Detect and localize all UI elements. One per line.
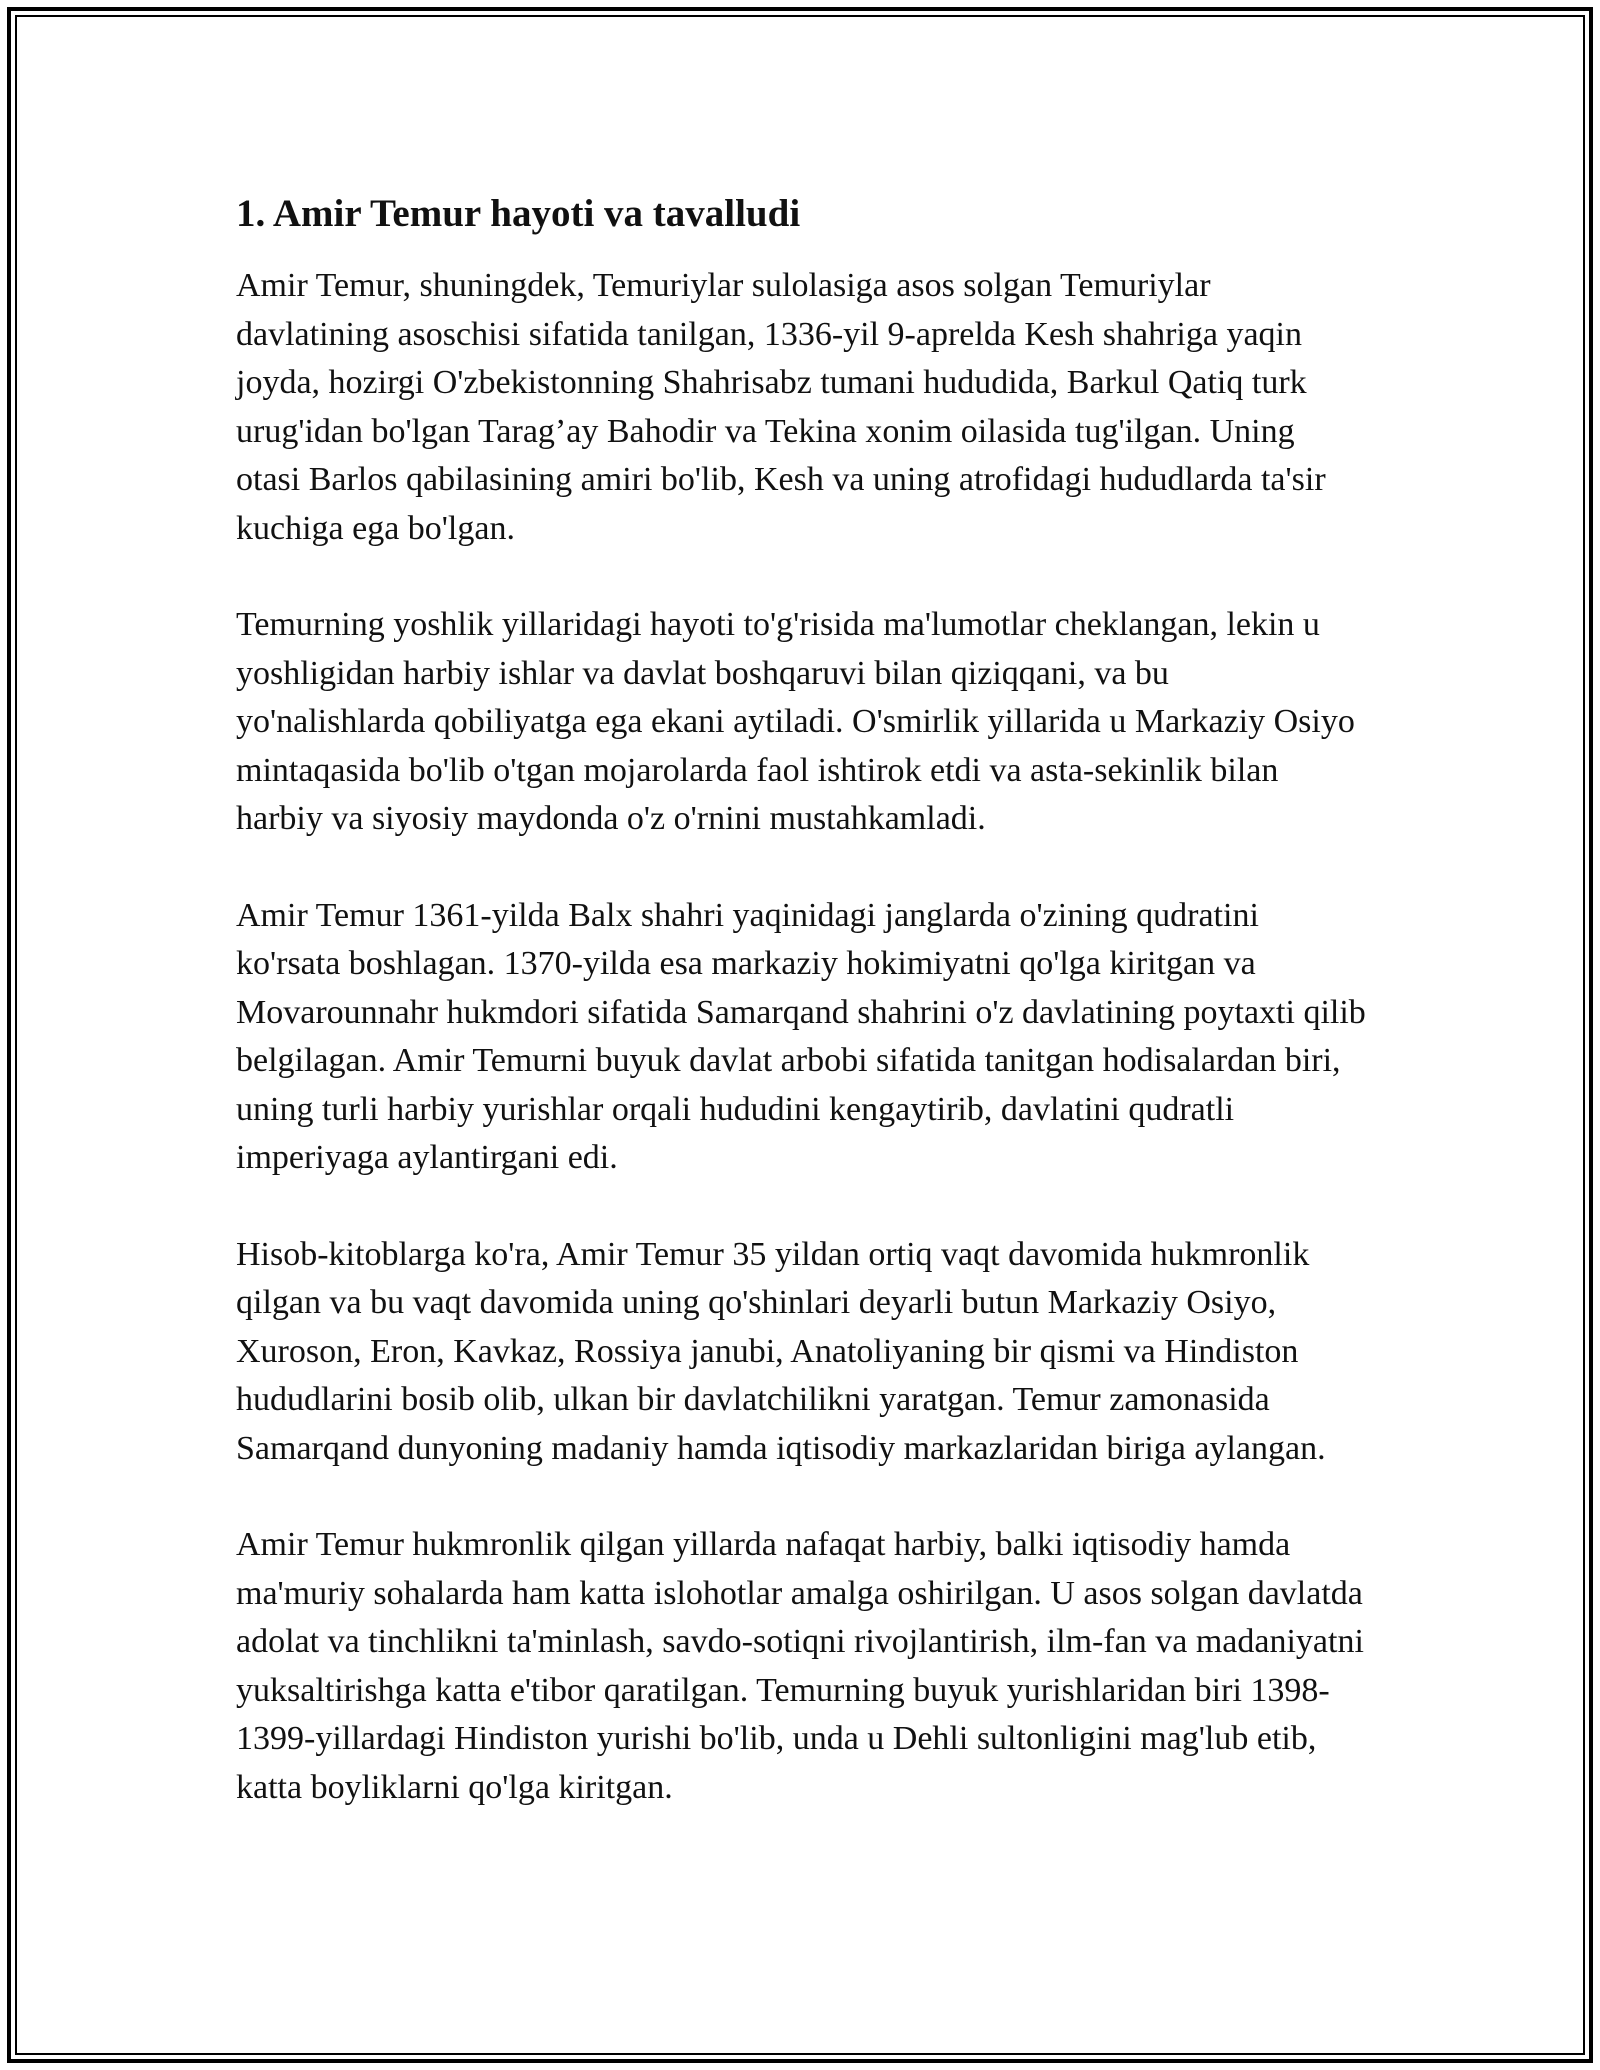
document-body xyxy=(236,186,1366,1860)
paragraph-rise-to-power: Amir Temur 1361-yilda Balx shahri yaqinidagi janglarda o'zining qudratini ko'rsata boshlagan. 1370-yilda esa markaziy hokimiyatni qo'lga kiritgan va Movarounnahr hukmdori sifatida Samarqand shahrini o'z davlatining poytaxti qilib belgilagan. Amir Temurni buyuk davlat arbobi sifatida tanitgan hodisalardan biri, uning turli harbiy yurishlar orqali hududini kengaytirib, davlatini qudratli imperiyaga aylantirgani edi. xyxy=(236,896,1366,1176)
paragraph-youth: Temurning yoshlik yillaridagi hayoti to'g'risida ma'lumotlar cheklangan, lekin u yoshligidan harbiy ishlar va davlat boshqaruvi bilan qiziqqani, va bu yo'nalishlarda qobiliyatga ega ekani aytiladi. O'smirlik yillarida u Markaziy Osiyo mintaqasida bo'lib o'tgan mojarolarda faol ishtirok etdi va asta-sekinlik bilan harbiy va siyosiy maydonda o'z o'rnini mustahkamladi. xyxy=(236,606,1355,837)
paragraph-reforms: Amir Temur hukmronlik qilgan yillarda nafaqat harbiy, balki iqtisodiy hamda ma'muriy sohalarda ham katta islohotlar amalga oshirilgan. U asos solgan davlatda adolat va tinchlikni ta'minlash, savdo-sotiqni rivojlantirish, ilm-fan va madaniyatni yuksaltirishga katta e'tibor qaratilgan. Temurning buyuk yurishlaridan biri 1398-1399-yillardagi Hindiston yurishi bo'lib, unda u Dehli sultonligini mag'lub etib, katta boyliklarni qo'lga kiritgan. xyxy=(236,1526,1364,1806)
section-heading: 1. Amir Temur hayoti va tavalludi xyxy=(236,192,801,235)
paragraph-conquests: Hisob-kitoblarga ko'ra, Amir Temur 35 yildan ortiq vaqt davomida hukmronlik qilgan va bu vaqt davomida uning qo'shinlari deyarli butun Markaziy Osiyo, Xuroson, Eron, Kavkaz, Rossiya janubi, Anatoliyaning bir qismi va Hindiston hududlarini bosib olib, ulkan bir davlatchilikni yaratgan. Temur zamonasida Samarqand dunyoning madaniy hamda iqtisodiy markazlaridan biriga aylangan. xyxy=(236,1235,1326,1467)
paragraph-birth: Amir Temur, shuningdek, Temuriylar sulolasiga asos solgan Temuriylar davlatining asoschisi sifatida tanilgan, 1336-yil 9-aprelda Kesh shahriga yaqin joyda, hozirgi O'zbekistonning Shahrisabz tumani hududida, Barkul Qatiq turk urug'idan bo'lgan Tarag’ay Bahodir va Tekina xonim oilasida tug'ilgan. Uning otasi Barlos qabilasining amiri bo'lib, Kesh va uning atrofidagi hududlarda ta'sir kuchiga ega bo'lgan. xyxy=(236,267,1326,547)
